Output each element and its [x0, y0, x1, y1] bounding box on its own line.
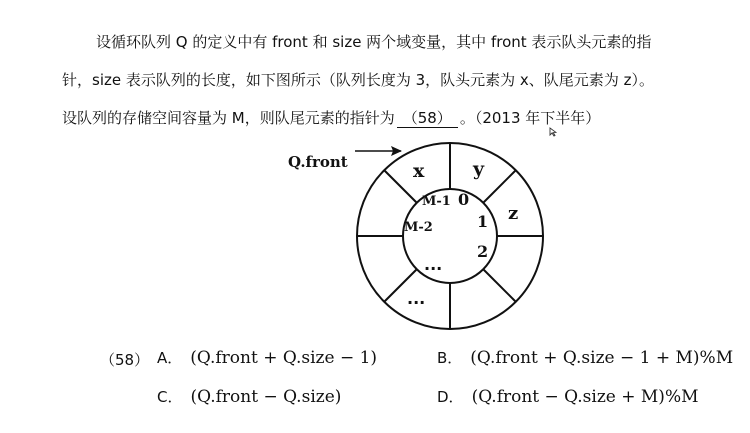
option-c-text: (Q.front − Q.size): [190, 387, 342, 407]
option-a-text: (Q.front + Q.size − 1): [190, 348, 378, 368]
outer-ellipsis: ...: [407, 289, 426, 308]
question-line-3: [62, 108, 600, 128]
option-b-text: (Q.front + Q.size − 1 + M)%M: [470, 348, 734, 368]
index-m-minus-2: M-2: [404, 220, 433, 235]
option-a[interactable]: [157, 347, 377, 369]
cell-x: x: [413, 160, 425, 182]
option-d[interactable]: [437, 386, 699, 408]
cell-z: z: [508, 203, 519, 224]
question-number: （58）: [100, 351, 150, 369]
inner-ellipsis: ...: [424, 255, 443, 274]
question-line-3-source: 。（2013 年下半年）: [459, 109, 601, 127]
option-a-letter: A．: [157, 349, 183, 367]
index-0: 0: [458, 190, 470, 209]
question-line-1: 设循环队列 Q 的定义中有 front 和 size 两个域变量，其中 front 表示队头元素的指: [96, 33, 652, 51]
answer-blank: （58）: [397, 109, 458, 128]
circular-queue-diagram: [280, 140, 560, 340]
option-c[interactable]: [157, 386, 341, 408]
index-2: 2: [477, 242, 489, 261]
option-b-letter: B．: [437, 349, 463, 367]
index-1: 1: [477, 212, 489, 231]
question-line-3-text: 设队列的存储空间容量为 M，则队尾元素的指针为: [62, 109, 395, 127]
index-m-minus-1: M-1: [422, 194, 451, 209]
ring-dividers: [357, 143, 543, 329]
mouse-cursor-icon: [549, 127, 557, 137]
option-b[interactable]: [437, 347, 733, 369]
cell-y: y: [473, 158, 485, 180]
option-c-letter: C．: [157, 388, 183, 406]
option-d-letter: D．: [437, 388, 464, 406]
question-line-2: 针，size 表示队列的长度，如下图所示（队列长度为 3，队头元素为 x、队尾元素为 z）。: [62, 71, 654, 89]
option-d-text: (Q.front − Q.size + M)%M: [471, 387, 699, 407]
front-pointer-label: Q.front: [288, 153, 348, 171]
